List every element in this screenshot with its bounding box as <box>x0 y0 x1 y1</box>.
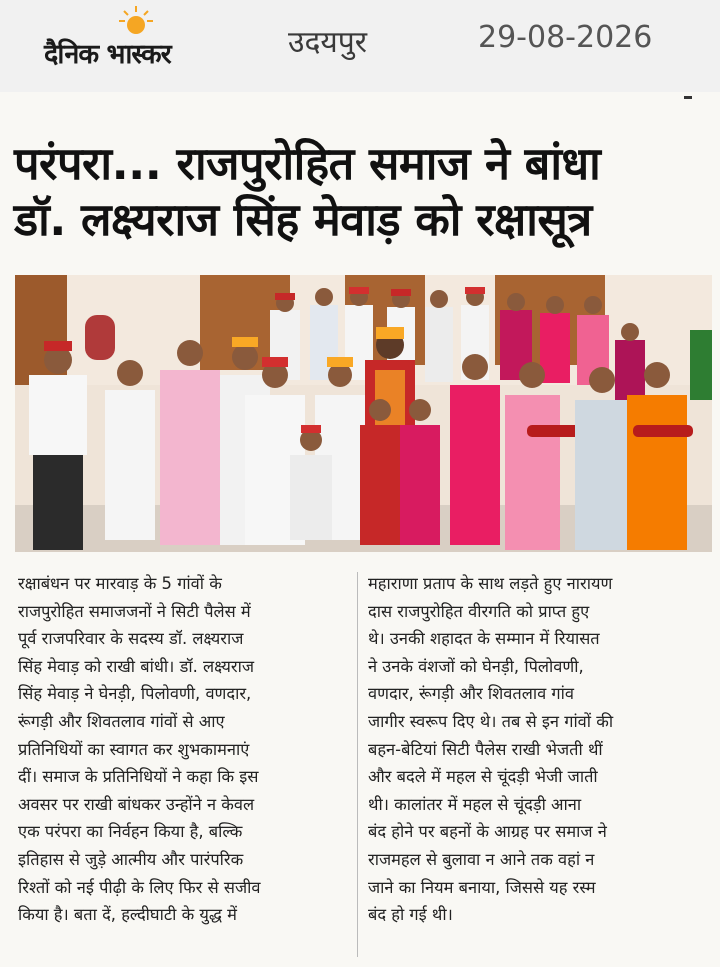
article-text-line: बंद होने पर बहनों के आग्रह पर समाज ने <box>368 822 607 842</box>
newspaper-masthead <box>0 0 720 92</box>
clipping-edge-mark <box>684 96 692 99</box>
group-photo <box>15 275 712 552</box>
article-text-line: थी। कालांतर में महल से चूंदड़ी आना <box>368 794 582 814</box>
headline-line-1: परंपरा... राजपुरोहित समाज ने बांधा <box>14 137 601 190</box>
article-column-right <box>368 570 704 929</box>
article-text-line: रिश्तों को नई पीढ़ी के लिए फिर से सजीव <box>18 877 261 897</box>
brand-name: दैनिक भास्कर <box>44 39 171 70</box>
article-text-line: वणदार, रूंगड़ी और शिवतलाव गांव <box>368 684 575 704</box>
article-text-line: अवसर पर राखी बांधकर उन्होंने न केवल <box>18 794 255 814</box>
sun-icon <box>118 6 154 36</box>
article-text-line: जाने का नियम बनाया, जिससे यह रस्म <box>368 877 596 897</box>
article-text-line: और बदले में महल से चूंदड़ी भेजी जाती <box>368 767 598 787</box>
edition-city: उदयपुर <box>288 25 368 60</box>
column-divider <box>357 572 358 957</box>
article-headline <box>14 136 714 248</box>
article-text-line: राजपुरोहित समाजजनों ने सिटी पैलेस में <box>18 601 251 621</box>
article-text-line: एक परंपरा का निर्वहन किया है, बल्कि <box>18 822 243 842</box>
article-text-line: बहन-बेटियां सिटी पैलेस राखी भेजती थीं <box>368 739 603 759</box>
article-text-line: इतिहास से जुड़े आत्मीय और पारंपरिक <box>18 849 244 869</box>
article-text-line: पूर्व राजपरिवार के सदस्य डॉ. लक्ष्यराज <box>18 629 244 649</box>
article-text-line: दास राजपुरोहित वीरगति को प्राप्त हुए <box>368 601 590 621</box>
article-column-left <box>18 570 354 929</box>
article-text-line: बंद हो गई थी। <box>368 905 453 925</box>
article-text-line: किया है। बता दें, हल्दीघाटी के युद्ध में <box>18 905 237 925</box>
article-text-line: प्रतिनिधियों का स्वागत कर शुभकामनाएं <box>18 739 250 759</box>
edition-date: 29-08-2026 <box>478 20 653 55</box>
article-text-line: सिंह मेवाड़ को राखी बांधी। डॉ. लक्ष्यराज <box>18 656 255 676</box>
article-text-line: दीं। समाज के प्रतिनिधियों ने कहा कि इस <box>18 767 259 787</box>
article-text-line: रूंगड़ी और शिवतलाव गांवों से आए <box>18 711 225 731</box>
photo-illustration <box>15 275 712 552</box>
article-text-line: सिंह मेवाड़ ने घेनड़ी, पिलोवणी, वणदार, <box>18 684 252 704</box>
article-text-line: महाराणा प्रताप के साथ लड़ते हुए नारायण <box>368 574 613 593</box>
article-text-line: ने उनके वंशजों को घेनड़ी, पिलोवणी, <box>368 656 584 676</box>
headline-line-2: डॉ. लक्ष्यराज सिंह मेवाड़ को रक्षासूत्र <box>14 193 592 246</box>
news-clipping <box>0 92 720 967</box>
article-text-line: जागीर स्वरूप दिए थे। तब से इन गांवों की <box>368 711 614 731</box>
article-text-line: राजमहल से बुलावा न आने तक वहां न <box>368 849 595 869</box>
article-text-line: रक्षाबंधन पर मारवाड़ के 5 गांवों के <box>18 574 222 593</box>
article-text-line: थे। उनकी शहादत के सम्मान में रियासत <box>368 629 600 649</box>
